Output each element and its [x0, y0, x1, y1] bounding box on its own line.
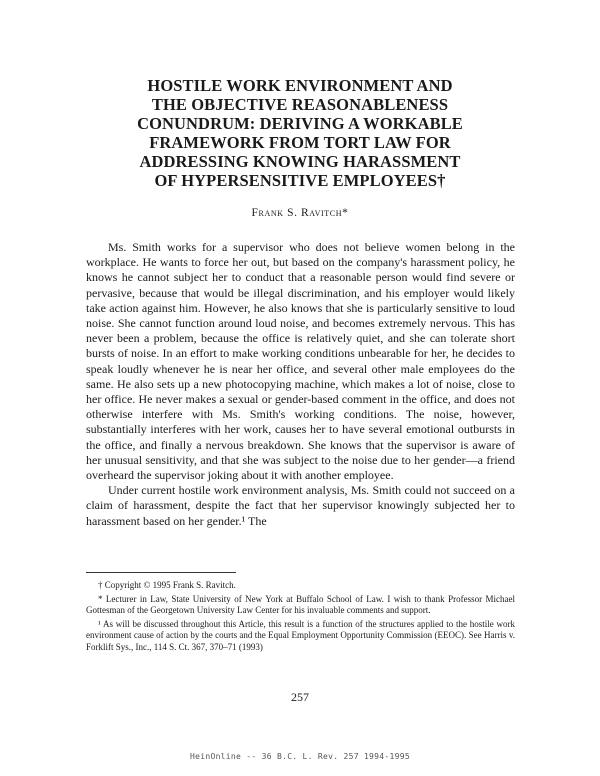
body-text [86, 240, 515, 529]
footnote: † Copyright © 1995 Frank S. Ravitch. [98, 580, 236, 590]
title-line: THE OBJECTIVE REASONABLENESS [151, 95, 449, 114]
source-footer: HeinOnline -- 36 B.C. L. Rev. 257 1994-1995 [189, 752, 410, 761]
title-line: HOSTILE WORK ENVIRONMENT AND [147, 76, 453, 95]
title-line: ADDRESSING KNOWING HARASSMENT [139, 152, 461, 171]
body-paragraph: Under current hostile work environment analysis, Ms. Smith could not succeed on a claim of harassment, despite the fact that her supervisor knowingly subjected her to harassment based on her gender.¹ The [86, 483, 515, 528]
footnote: ¹ As will be discussed throughout this Article, this result is a function of the structures applied to the hostile work environment cause of action by the courts and the Equal Employment Opportunity Commission (EEOC). See Harris v. Forklift Sys., Inc., 114 S. Ct. 367, 370–71 (1993) [86, 618, 515, 652]
title-line: CONUNDRUM: DERIVING A WORKABLE [137, 114, 463, 133]
author-name: Frank S. Ravitch* [251, 207, 349, 219]
title-line: OF HYPERSENSITIVE EMPLOYEES† [154, 171, 446, 190]
footnote: * Lecturer in Law, State University of New York at Buffalo School of Law. I wish to thank Professor Michael Gottesman of the Georgetown University Law Center for his invaluable comments and support. [86, 593, 515, 616]
page-number: 257 [291, 690, 309, 704]
article-title [70, 76, 530, 190]
body-paragraph: Ms. Smith works for a supervisor who does not believe women belong in the workplace. He wants to force her out, but based on the company's harassment policy, he knows he cannot subject her to conduct that a reasonable person would find severe or pervasive, because that would be illegal discrimination, and his employer would likely take action against him. However, he also knows that she is particularly sensitive to loud noise. She cannot function around loud noise, and becomes extremely nervous. This has never been a problem, because the office is relatively quiet, and she can tolerate short bursts of noise. In an effort to make working conditions unbearable for her, he decides to speak loudly whenever he is near her office, and several other male employees do the same. He also sets up a new photocopying machine, which makes a lot of noise, close to her office. He never makes a sexual or gender-based comment in the office, and does not otherwise interfere with Ms. Smith's working conditions. The noise, however, substantially interferes with her work, causes her to have several emotional outbursts in the office, and finally a nervous breakdown. She knows that the supervisor is aware of her unusual sensitivity, and that she was subject to the noise due to her gender—a friend overheard the supervisor joking about it with another employee. [86, 240, 515, 483]
footnote-divider [86, 572, 236, 573]
title-line: FRAMEWORK FROM TORT LAW FOR [149, 133, 451, 152]
footnotes [86, 580, 515, 656]
